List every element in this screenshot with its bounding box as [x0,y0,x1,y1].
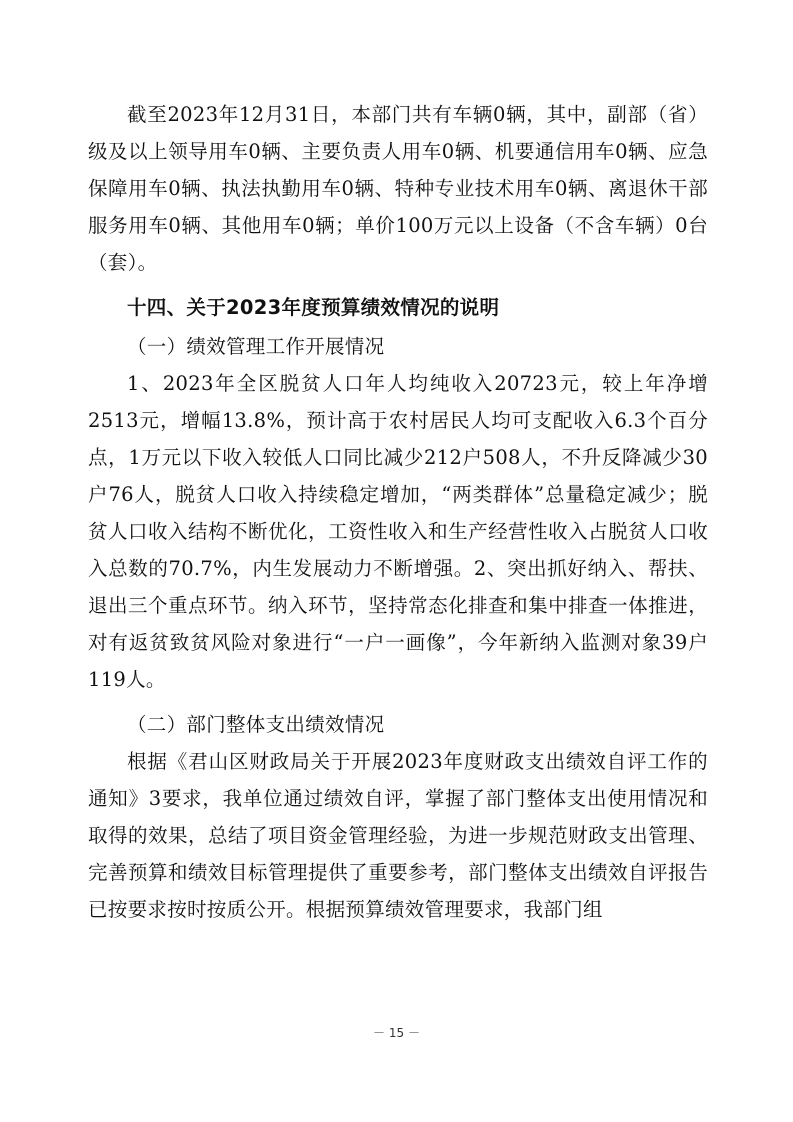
spacer [88,698,708,704]
subsection-heading-1: （一）绩效管理工作开展情况 [127,335,385,358]
page-number: － 15 － [373,1026,420,1040]
document-body [88,96,708,928]
subsection-heading-2: （二）部门整体支出绩效情况 [127,713,385,736]
expenditure-paragraph: 根据《君山区财政局关于开展2023年度财政支出绩效自评工作的通知》3要求，我单位通过绩效自评，掌握了部门整体支出使用情况和取得的效果，总结了项目资金管理经验，为进一步规范财政支出管理、完善预算和绩效目标管理提供了重要参考，部门整体支出绩效自评报告已按要求按时按质公开。根据预算绩效管理要求，我部门组 [88,750,708,921]
vehicle-paragraph: 截至2023年12月31日，本部门共有车辆0辆，其中，副部（省）级及以上领导用车0辆、主要负责人用车0辆、机要通信用车0辆、应急保障用车0辆、执法执勤用车0辆、特种专业技术用车0辆、离退休干部服务用车0辆、其他用车0辆；单价100万元以上设备（不含车辆）0台（套）。 [88,103,708,274]
performance-paragraph: 1、2023年全区脱贫人口年人均纯收入20723元，较上年净增2513元，增幅13.8%，预计高于农村居民人均可支配收入6.3个百分点，1万元以下收入较低人口同比减少212户508人，不升反降减少30户76人，脱贫人口收入持续稳定增加，“两类群体”总量稳定减少；脱贫人口收入结构不断优化，工资性收入和生产经营性收入占脱贫人口收入总数的70.7%，内生发展动力不断增强。2、突出抓好纳入、帮扶、退出三个重点环节。纳入环节，坚持常态化排查和集中排查一体推进，对有返贫致贫风险对象进行“一户一画像”，今年新纳入监测对象39户119人。 [88,372,708,691]
section-heading: 十四、关于2023年度预算绩效情况的说明 [127,296,500,319]
spacer [88,281,708,287]
